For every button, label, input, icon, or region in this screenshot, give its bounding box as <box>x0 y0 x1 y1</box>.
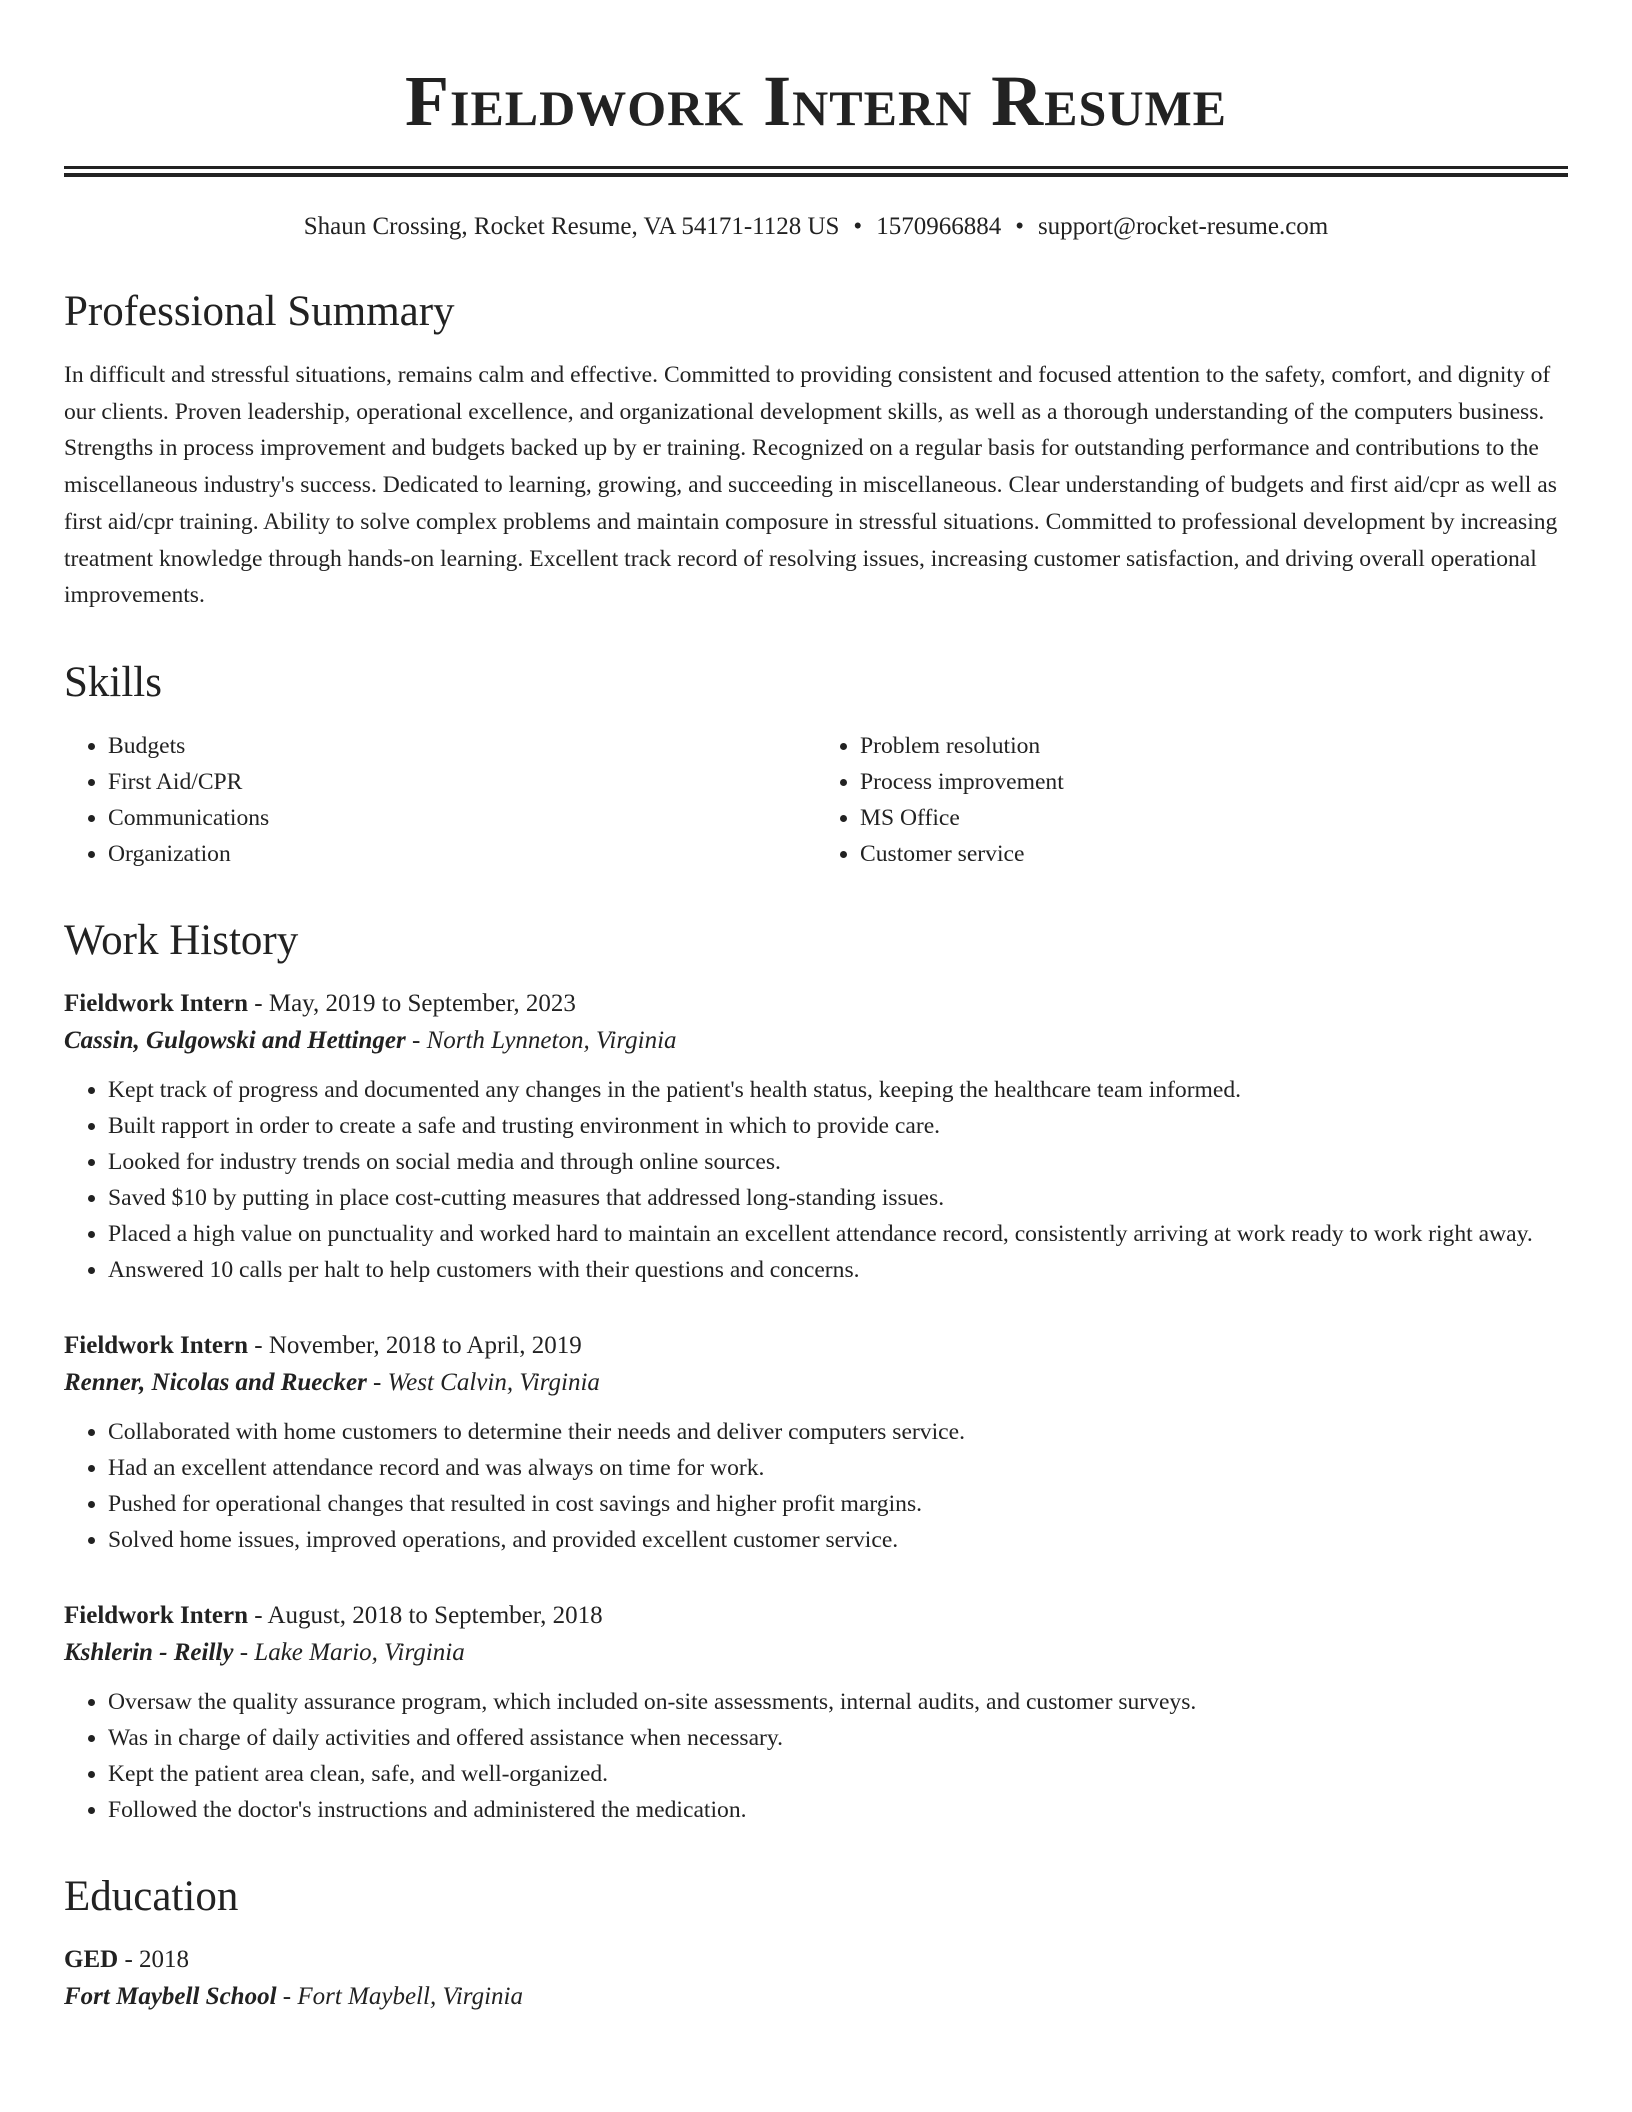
dash: - <box>248 1601 268 1629</box>
skill-item: • Communications <box>108 800 816 836</box>
company-location: West Calvin, Virginia <box>387 1368 600 1396</box>
job-bullet: • Looked for industry trends on social media and through online sources. <box>108 1144 1568 1180</box>
company-location: North Lynneton, Virginia <box>426 1026 677 1054</box>
contact-phone: 1570966884 <box>876 213 1002 240</box>
dash: - <box>366 1368 388 1396</box>
job-title-line <box>64 1328 1568 1364</box>
job-bullets <box>64 1072 1568 1288</box>
job-bullet: • Oversaw the quality assurance program, which included on-site assessments, internal audits, and customer surveys. <box>108 1684 1568 1720</box>
education-school-line <box>64 1978 1568 2016</box>
summary-text: In difficult and stressful situations, remains calm and effective. Committed to providing consistent and focused attention to the safety, comfort, and dignity of our clients. Proven leadership, operational excellence, and organizational development skills, as well as a thorough understanding of the computers business. Strengths in process improvement and budgets backed up by er training. Recognized on a regular basis for outstanding performance and contributions to the miscellaneous industry's success. Dedicated to learning, growing, and succeeding in miscellaneous. Clear understanding of budgets and first aid/cpr as well as first aid/cpr training. Ability to solve complex problems and maintain composure in stressful situations. Committed to professional development by increasing treatment knowledge through hands-on learning. Excellent track record of resolving issues, increasing customer satisfaction, and driving overall operational improvements. <box>64 362 1558 609</box>
dash: - <box>248 1331 269 1359</box>
job-bullet: • Built rapport in order to create a safe and trusting environment in which to provide care. <box>108 1108 1568 1144</box>
education-location: Fort Maybell, Virginia <box>297 1982 524 2010</box>
company-line <box>64 1022 1568 1060</box>
education-degree-line <box>64 1942 1568 1978</box>
job-bullet: • Was in charge of daily activities and offered assistance when necessary. <box>108 1720 1568 1756</box>
job-title: Fieldwork Intern <box>64 1601 249 1629</box>
job-bullet: • Answered 10 calls per halt to help customers with their questions and concerns. <box>108 1252 1568 1288</box>
job-bullets <box>64 1414 1568 1558</box>
job-bullet: • Placed a high value on punctuality and worked hard to maintain an excellent attendance record, consistently arriving at work ready to work right away. <box>108 1216 1568 1252</box>
contact-separator: • <box>1015 213 1024 240</box>
job-bullets <box>64 1684 1568 1828</box>
skill-item: • Budgets <box>108 728 816 764</box>
skills-column-right <box>816 728 1568 872</box>
job-title: Fieldwork Intern <box>64 1331 249 1359</box>
education-heading: Education <box>64 1872 239 1920</box>
dash: - <box>248 989 269 1017</box>
dash: - <box>405 1026 427 1054</box>
work-history-heading: Work History <box>64 916 299 964</box>
job-title-line <box>64 1598 1568 1634</box>
skill-item: • Customer service <box>860 836 1568 872</box>
job-bullet: • Collaborated with home customers to determine their needs and deliver computers service. <box>108 1414 1568 1450</box>
skills-heading: Skills <box>64 658 162 706</box>
company-name: Renner, Nicolas and Ruecker <box>64 1368 367 1396</box>
skill-item: • Organization <box>108 836 816 872</box>
skill-item: • First Aid/CPR <box>108 764 816 800</box>
education-degree: GED <box>64 1945 119 1973</box>
job-dates: November, 2018 to April, 2019 <box>268 1331 582 1359</box>
company-name: Cassin, Gulgowski and Hettinger <box>64 1026 406 1054</box>
job-bullet: • Kept the patient area clean, safe, and well-organized. <box>108 1756 1568 1792</box>
job-entry <box>64 986 1568 1288</box>
education-school: Fort Maybell School <box>64 1982 277 2010</box>
job-title: Fieldwork Intern <box>64 989 249 1017</box>
skill-item: • Process improvement <box>860 764 1568 800</box>
summary-heading: Professional Summary <box>64 288 455 335</box>
company-location: Lake Mario, Virginia <box>254 1638 465 1666</box>
title-divider <box>64 166 1568 177</box>
company-line <box>64 1364 1568 1402</box>
skill-item: • Problem resolution <box>860 728 1568 764</box>
job-bullet: • Followed the doctor's instructions and administered the medication. <box>108 1792 1568 1828</box>
contact-email: support@rocket-resume.com <box>1037 213 1329 240</box>
job-entry <box>64 1328 1568 1558</box>
dash: - <box>118 1945 140 1973</box>
job-dates: May, 2019 to September, 2023 <box>268 989 576 1017</box>
job-bullet: • Had an excellent attendance record and was always on time for work. <box>108 1450 1568 1486</box>
skills-column-left <box>64 728 816 872</box>
job-title-line <box>64 986 1568 1022</box>
job-bullet: • Saved $10 by putting in place cost-cutting measures that addressed long-standing issues. <box>108 1180 1568 1216</box>
dash: - <box>276 1982 298 2010</box>
contact-separator: • <box>853 213 863 240</box>
skills-list <box>64 728 1568 872</box>
job-bullet: • Solved home issues, improved operations, and provided excellent customer service. <box>108 1522 1568 1558</box>
dash: - <box>233 1638 255 1666</box>
company-name: Kshlerin - Reilly <box>64 1638 234 1666</box>
job-entry <box>64 1598 1568 1828</box>
job-bullet: • Kept track of progress and documented any changes in the patient's health status, keeping the healthcare team informed. <box>108 1072 1568 1108</box>
company-line <box>64 1634 1568 1672</box>
education-year: 2018 <box>139 1945 190 1973</box>
contact-line <box>64 211 1568 243</box>
skill-item: • MS Office <box>860 800 1568 836</box>
job-dates: August, 2018 to September, 2018 <box>267 1601 603 1629</box>
contact-address: Shaun Crossing, Rocket Resume, VA 54171-1128 US <box>303 213 840 240</box>
resume-title: Fieldwork Intern Resume <box>405 61 1227 141</box>
job-bullet: • Pushed for operational changes that resulted in cost savings and higher profit margins. <box>108 1486 1568 1522</box>
